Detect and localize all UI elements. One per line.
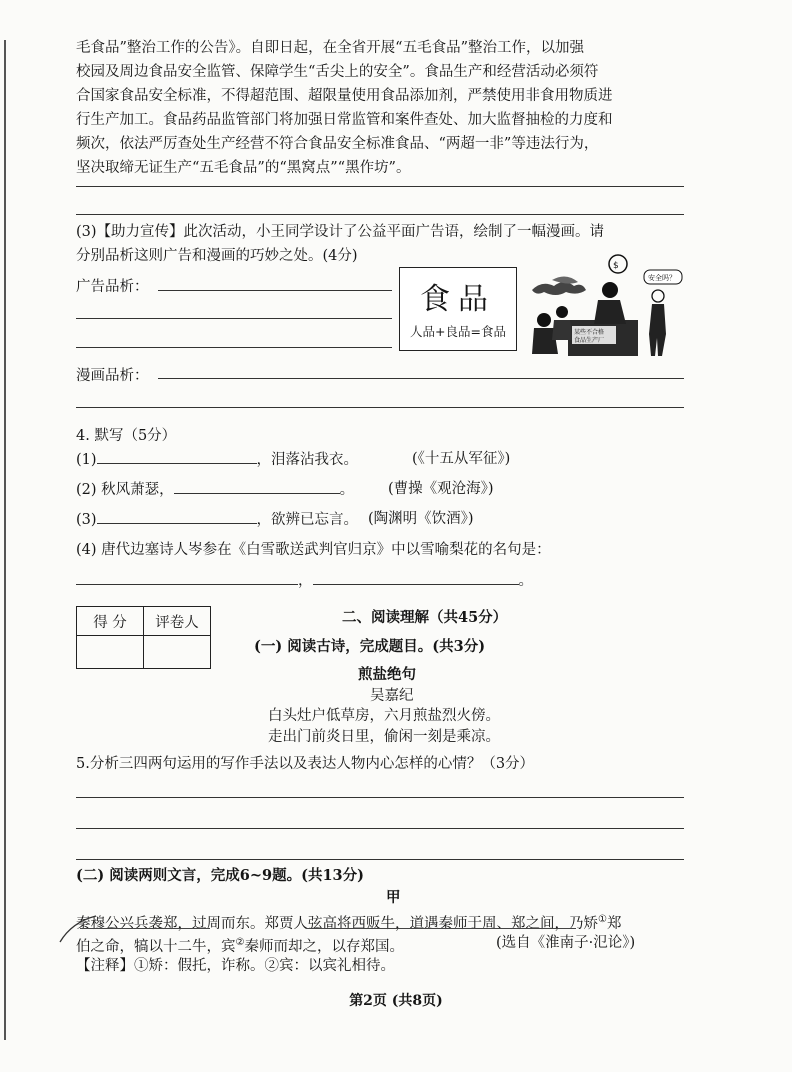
ad-answer-line[interactable]: [158, 290, 392, 291]
passage-line-4: 行生产加工。食品药品监管部门将加强日常监管和案件查处、加大监督抽检的力度和: [76, 112, 613, 128]
q4-item-1-text: ，泪落沾我衣。: [256, 452, 359, 468]
ad-subtitle: 人品+良品=食品: [410, 324, 506, 339]
ad-analysis-label: 广告品析：: [76, 279, 149, 295]
ad-slogan-box: [399, 267, 517, 351]
q3-line-2: 分别品析这则广告和漫画的巧妙之处。(4分): [76, 248, 358, 264]
passage-line-5: 频次，依法严厉查处生产经营不符合食品安全标准食品、“两超一非”等违法行为，: [76, 136, 599, 152]
classical-text-line-2a: 伯之命，犒以十二牛，宾: [76, 938, 236, 955]
score-header: 得 分: [77, 607, 144, 636]
classical-text-line-1-end: 郑: [606, 915, 622, 932]
annotation-note: 【注释】①矫：假托，诈称。②宾：以宾礼相待。: [76, 958, 395, 974]
fill-blank[interactable]: [76, 570, 298, 585]
q4-item-4: (4) 唐代边塞诗人岑参在《白雪歌送武判官归京》中以雪喻梨花的名句是：: [76, 542, 551, 558]
fill-blank[interactable]: [313, 570, 519, 585]
fill-blank[interactable]: [174, 479, 340, 494]
classical-text-line-1: [76, 910, 621, 934]
score-cell[interactable]: [77, 636, 144, 669]
poem-line-2: 走出门前炎日里，偷闲一刻是乘凉。: [268, 729, 500, 745]
grader-header: 评卷人: [144, 607, 211, 636]
text-jia-label: 甲: [386, 889, 401, 906]
q4-item-1: [76, 449, 358, 470]
q4-heading: 4. 默写（5分）: [76, 428, 177, 444]
answer-line[interactable]: [76, 186, 684, 187]
comic-analysis-label: 漫画品析：: [76, 368, 149, 384]
passage-line-6: 坚决取缔无证生产“五毛食品”的“黑窝点”“黑作坊”。: [76, 160, 411, 176]
fill-blank[interactable]: [97, 509, 257, 524]
q4-item-4-answer: [76, 570, 533, 591]
q4-item-1-prefix: (1): [76, 452, 97, 468]
q5-answer-line[interactable]: [76, 859, 684, 860]
q4-item-1-source: (《十五从军征》): [412, 451, 511, 467]
q3-line-1: (3)【助力宣传】此次活动，小王同学设计了公益平面广告语，绘制了一幅漫画。请: [76, 224, 605, 240]
q4-item-2-prefix: (2) 秋风萧瑟，: [76, 482, 174, 498]
classical-text-line-1-body: 秦穆公兴兵袭郑，过周而东。郑贾人弦高将西贩牛，道遇秦师于周、郑之间，乃矫: [76, 915, 598, 932]
ad-answer-line[interactable]: [76, 347, 392, 348]
q4-item-3-source: (陶渊明《饮酒》): [368, 511, 474, 527]
ad-title: 食品: [420, 282, 496, 317]
page-edge-line: [4, 40, 6, 1040]
underline-mark: [80, 928, 210, 929]
q4-item-4-comma: ，: [298, 573, 313, 589]
footnote-mark-1: ①: [598, 914, 607, 925]
q4-item-3-text: ，欲辨已忘言。: [256, 512, 359, 528]
ad-answer-line[interactable]: [76, 318, 392, 319]
q4-item-3-prefix: (3): [76, 512, 97, 528]
section-2-title: 二、阅读理解（共45分）: [342, 609, 508, 626]
passage-line-3: 合国家食品安全标准，不得超范围、超限量使用食品添加剂，严禁使用非食用物质进: [76, 88, 613, 104]
poem-title: 煎盐绝句: [358, 666, 416, 683]
underline-mark: [306, 928, 576, 929]
fill-blank[interactable]: [97, 449, 257, 464]
classical-text-source: (选自《淮南子·氾论》): [496, 935, 636, 951]
q5-answer-line[interactable]: [76, 828, 684, 829]
part-1-title: (一) 阅读古诗，完成题目。(共3分): [254, 638, 486, 655]
part-2-title: (二) 阅读两则文言，完成6~9题。(共13分): [76, 867, 364, 884]
answer-line[interactable]: [76, 214, 684, 215]
comic-speech-bubble: 安全吗？: [648, 274, 676, 282]
q4-item-4-period: 。: [518, 573, 533, 589]
footnote-mark-2: ②: [235, 937, 245, 948]
comic-answer-line[interactable]: [76, 407, 684, 408]
comic-answer-line[interactable]: [158, 378, 684, 379]
score-table: [76, 606, 211, 669]
q5-answer-line[interactable]: [76, 797, 684, 798]
poem-line-1: 白头灶户低草房，六月煎盐烈火傍。: [268, 708, 500, 724]
comic-sign-line-1: 某些不合格: [574, 329, 605, 336]
q4-item-3: [76, 509, 358, 530]
page-footer: 第2页 (共8页): [349, 993, 443, 1009]
passage-line-1: 毛食品”整治工作的公告》。自即日起，在全省开展“五毛食品”整治工作，以加强: [76, 40, 584, 56]
grader-cell[interactable]: [144, 636, 211, 669]
classical-text-line-2b: 秦师而却之，以存郑国。: [244, 938, 404, 955]
classical-text-line-2: [76, 933, 404, 957]
poem-author: 吴嘉纪: [370, 688, 414, 704]
passage-line-2: 校园及周边食品安全监管、保障学生“舌尖上的安全”。食品生产和经营活动必须符: [76, 64, 599, 80]
q4-item-2-source: (曹操《观沧海》): [388, 481, 494, 497]
comic-image: [522, 250, 684, 360]
svg-text:$: $: [613, 261, 619, 271]
q4-item-2: [76, 479, 354, 500]
q5: 5.分析三四两句运用的写作手法以及表达人物内心怎样的心情？（3分）: [76, 756, 535, 772]
comic-sign-line-2: 食品生产厂: [574, 337, 605, 344]
q4-item-2-text: 。: [339, 482, 355, 498]
